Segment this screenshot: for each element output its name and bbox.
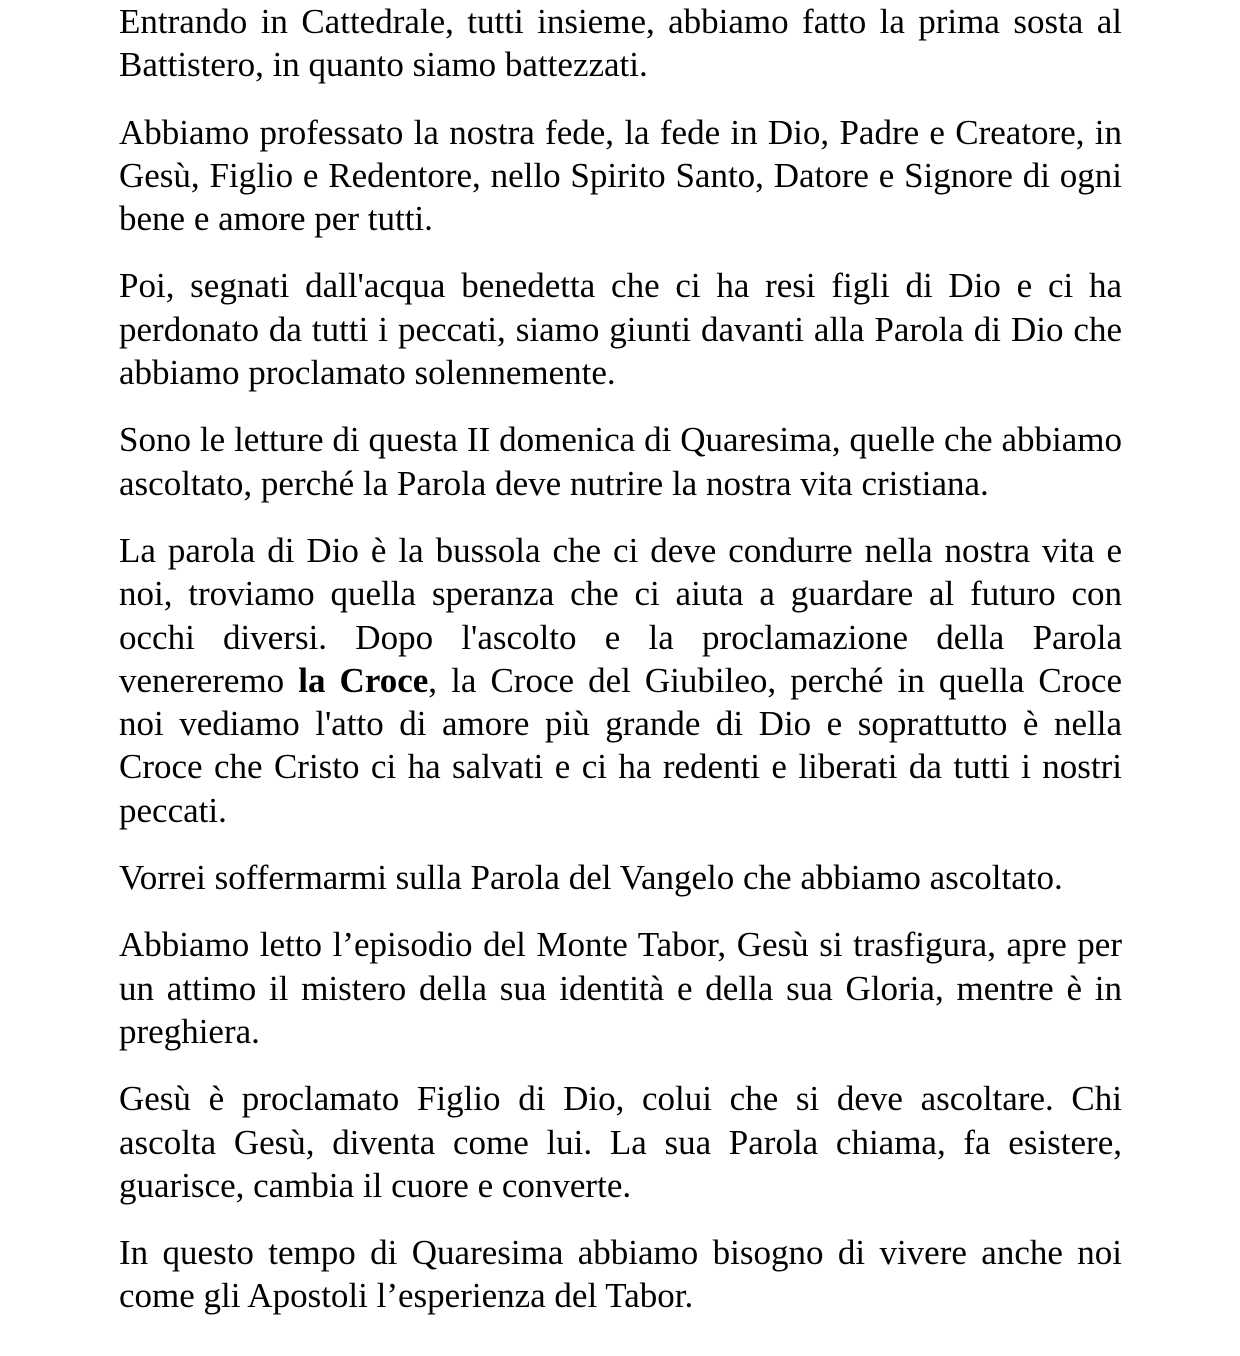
paragraph-profession-of-faith: Abbiamo professato la nostra fede, la fede in Dio, Padre e Creatore, in Gesù, Figlio e Redentore, nello Spirito Santo, Datore e Signore di ogni bene e amore per tutti.	[119, 112, 1122, 239]
paragraph-gospel: Vorrei soffermarmi sulla Parola del Vangelo che abbiamo ascoltato.	[119, 858, 1063, 898]
paragraph-tabor-episode: Abbiamo letto l’episodio del Monte Tabor, Gesù si trasfigura, apre per un attimo il mistero della sua identità e della sua Gloria, mentre è in preghiera.	[119, 925, 1122, 1051]
paragraph-lent: In questo tempo di Quaresima abbiamo bisogno di vivere anche noi come gli Apostoli l’esperienza del Tabor.	[119, 1233, 1122, 1316]
paragraph-cross-text-after: , la Croce del Giubileo, perché in quella Croce noi vediamo l'atto di amore più grande di Dio e soprattutto è nella Croce che Cristo ci ha salvati e ci ha redenti e liberati da tutti i nostri peccati.	[119, 660, 1122, 830]
paragraph-cross	[119, 529, 1122, 832]
paragraph-son-of-god: Gesù è proclamato Figlio di Dio, colui che si deve ascoltare. Chi ascolta Gesù, diventa come lui. La sua Parola chiama, fa esistere, guarisce, cambia il cuore e converte.	[119, 1079, 1122, 1205]
emphasis-la-croce: la Croce	[298, 660, 429, 700]
paragraph-readings: Sono le letture di questa II domenica di Quaresima, quelle che abbiamo ascoltato, perché la Parola deve nutrire la nostra vita cristiana.	[119, 420, 1122, 503]
paragraph-baptistery: Entrando in Cattedrale, tutti insieme, abbiamo fatto la prima sosta al Battistero, in quanto siamo battezzati.	[119, 2, 1122, 85]
paragraph-holy-water: Poi, segnati dall'acqua benedetta che ci ha resi figli di Dio e ci ha perdonato da tutti i peccati, siamo giunti davanti alla Parola di Dio che abbiamo proclamato solennemente.	[119, 266, 1122, 393]
paragraph-cross-text-before: La parola di Dio è la bussola che ci deve condurre nella nostra vita e noi, troviamo quella speranza che ci aiuta a guardare al futuro con occhi diversi. Dopo l'ascolto e la proclamazione della Parola venereremo	[119, 530, 1122, 700]
document-body	[119, 0, 1122, 1342]
